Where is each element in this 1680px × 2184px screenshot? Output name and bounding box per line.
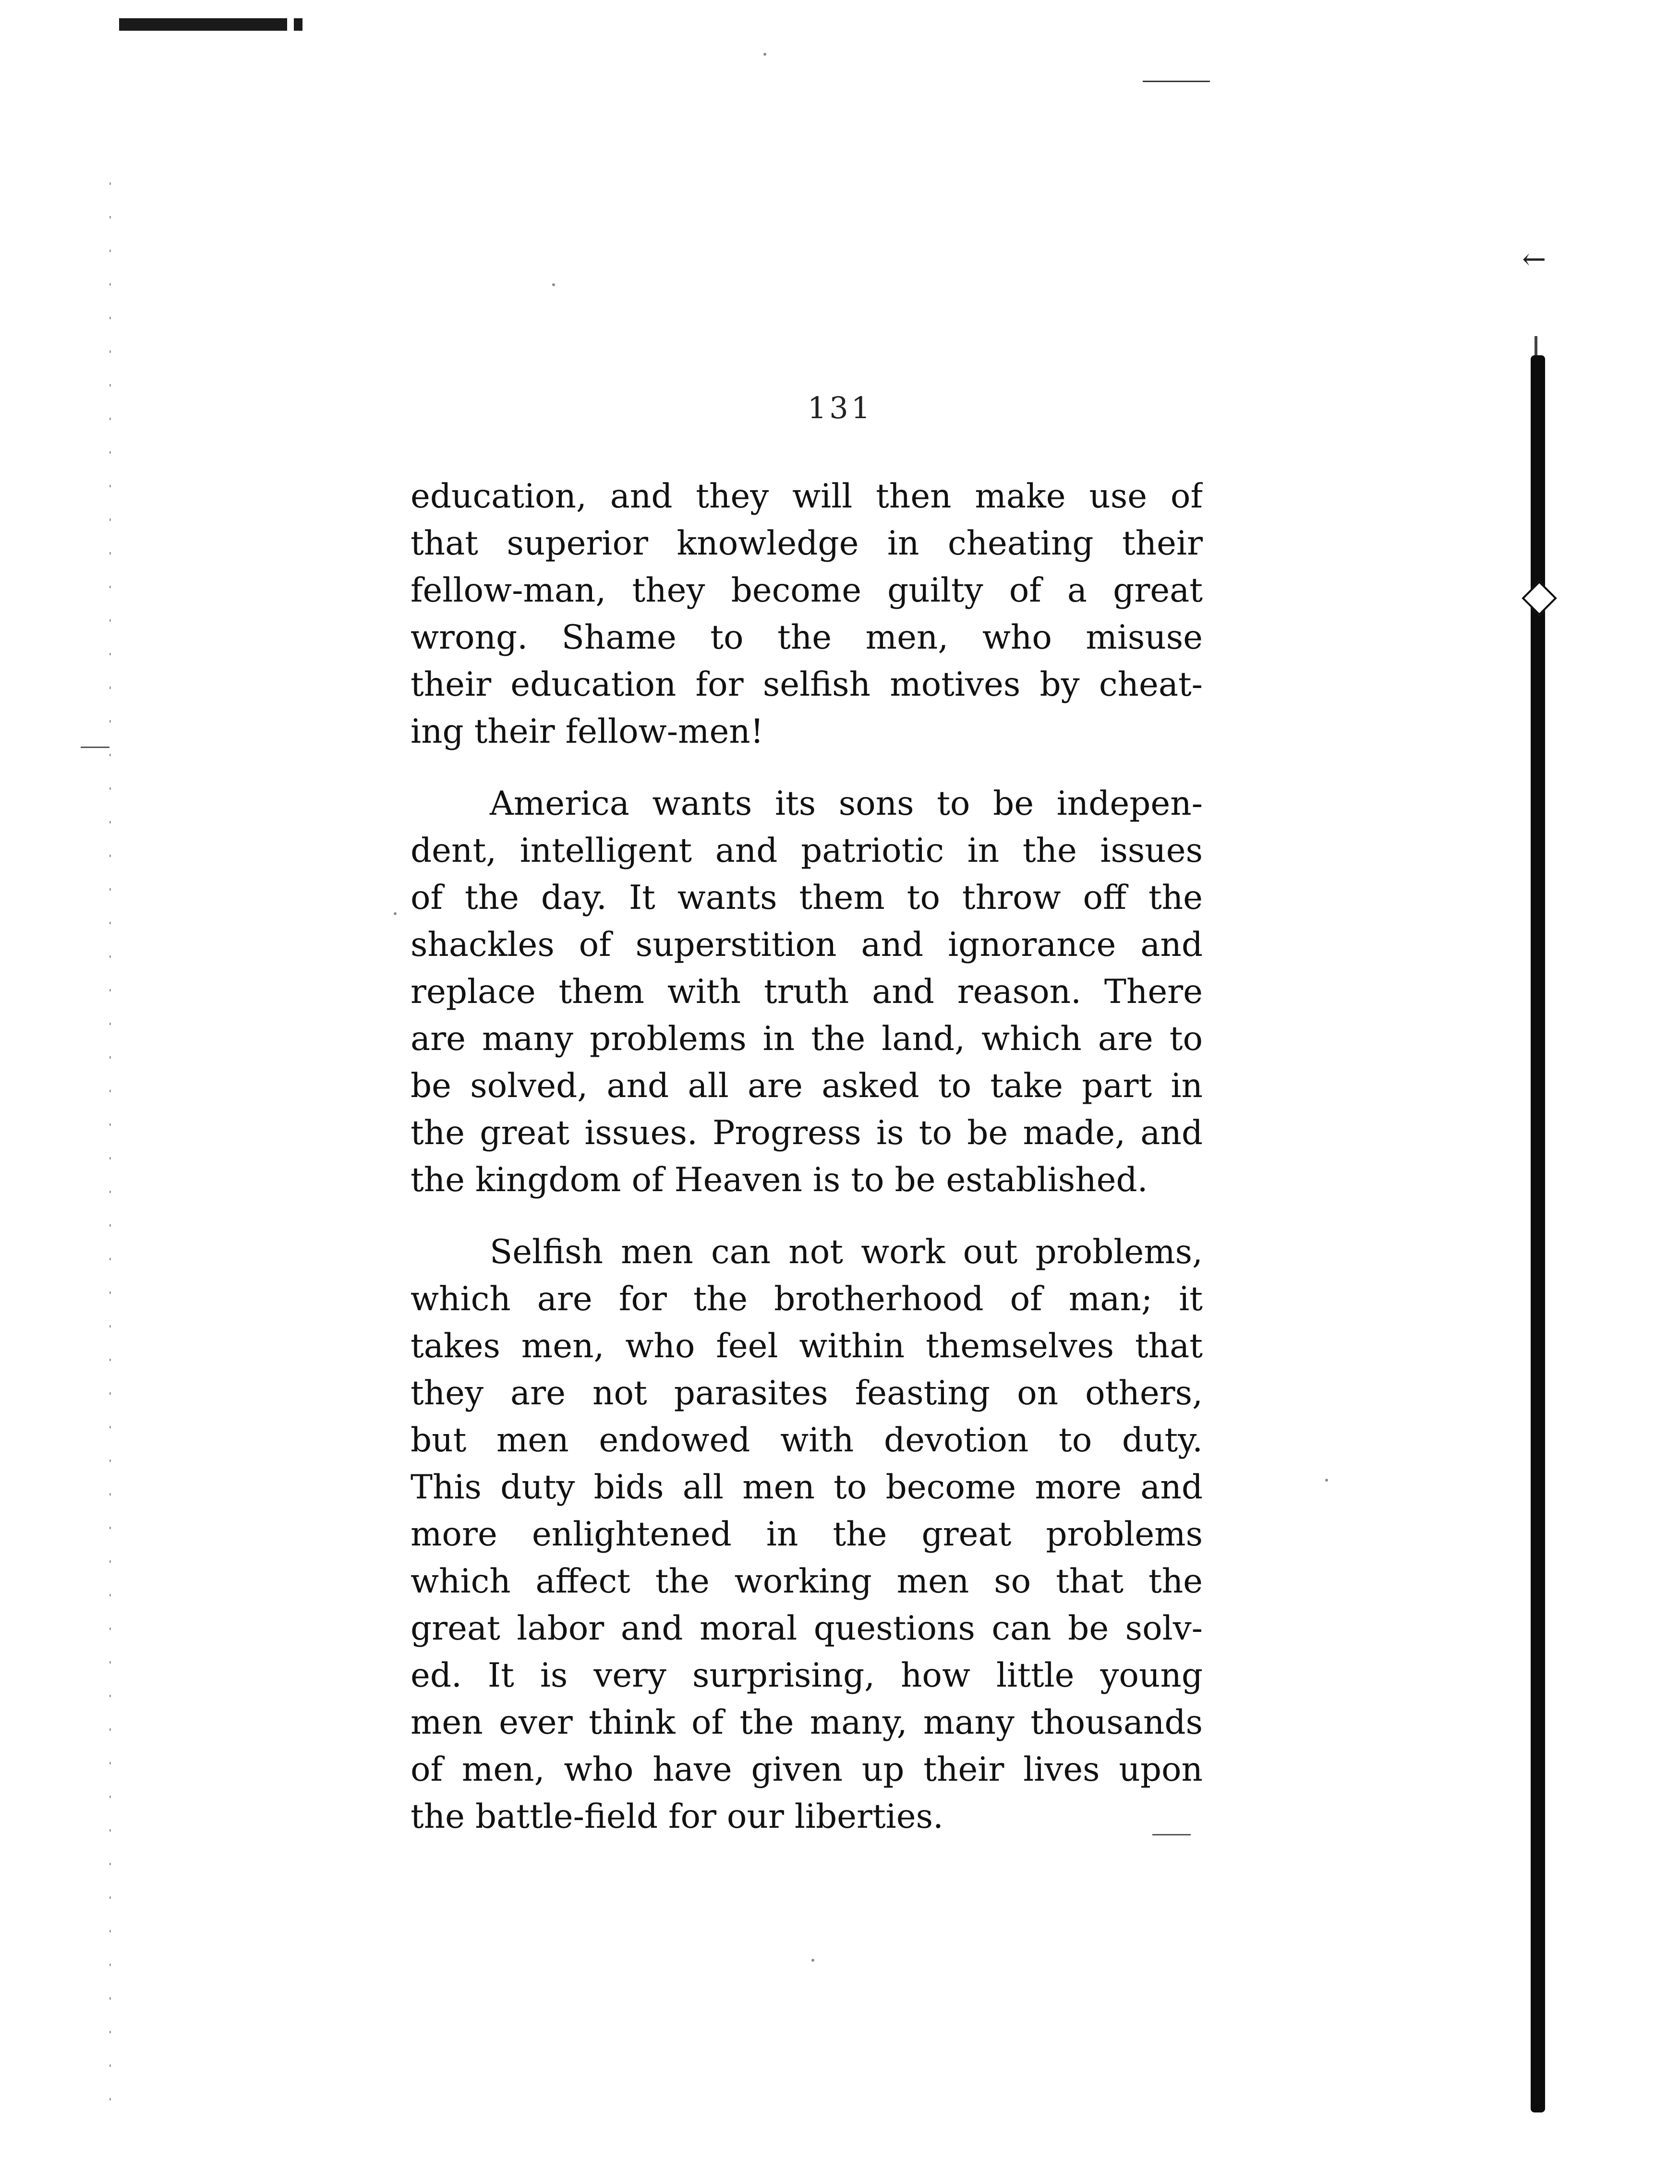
text-line: great labor and moral questions can be solv- (411, 1609, 1203, 1648)
scan-artifact-bar (119, 18, 287, 31)
scan-speck (811, 1959, 814, 1962)
text-line: wrong. Shame to the men, who misuse (411, 618, 1203, 657)
text-line: the kingdom of Heaven is to be established. (411, 1161, 1148, 1199)
text-line: Selfish men can not work out problems, (490, 1233, 1203, 1271)
text-line: but men endowed with devotion to duty. (411, 1421, 1203, 1460)
text-line: which affect the working men so that the (411, 1562, 1203, 1601)
binding-clasp-icon (1522, 580, 1557, 616)
text-line: which are for the brotherhood of man; it (411, 1280, 1203, 1318)
text-line: the battle-field for our liberties. (411, 1798, 943, 1836)
paragraph (411, 473, 1203, 755)
text-line: America wants its sons to be indepen- (490, 784, 1203, 823)
text-line: takes men, who feel within themselves that (411, 1327, 1203, 1365)
text-line: replace them with truth and reason. There (411, 973, 1203, 1011)
text-line: This duty bids all men to become more and (411, 1468, 1203, 1507)
text-line: they are not parasites feasting on others, (411, 1374, 1203, 1412)
text-line: dent, intelligent and patriotic in the issues (411, 832, 1203, 870)
text-line: the great issues. Progress is to be made, and (411, 1114, 1203, 1152)
scan-speck (394, 912, 397, 915)
text-line: ing their fellow-men! (411, 712, 764, 751)
scan-speck (763, 53, 766, 56)
scan-artifact-rule (1143, 81, 1210, 82)
text-line: be solved, and all are asked to take part in (411, 1067, 1203, 1105)
paragraph (411, 780, 1203, 1204)
text-line: their education for selfish motives by cheat- (411, 665, 1203, 704)
text-line: are many problems in the land, which are to (411, 1020, 1203, 1058)
text-line: men ever think of the many, many thousands (411, 1703, 1203, 1742)
paragraph (411, 1229, 1203, 1840)
binding-edge-marks (109, 182, 111, 2103)
scan-speck (1325, 1479, 1328, 1482)
scan-artifact-mark (294, 18, 302, 31)
text-line: shackles of superstition and ignorance and (411, 926, 1203, 964)
text-line: that superior knowledge in cheating their (411, 524, 1203, 563)
binding-rod (1531, 355, 1545, 2112)
text-line: of men, who have given up their lives upon (411, 1750, 1203, 1789)
page-number: 131 (807, 390, 873, 425)
arrow-left-icon: ← (1522, 242, 1547, 276)
body-text (411, 473, 1203, 1865)
scan-dash (81, 747, 109, 748)
text-line: ed. It is very surprising, how little young (411, 1656, 1203, 1695)
text-line: more enlightened in the great problems (411, 1515, 1203, 1554)
text-line: education, and they will then make use of (411, 477, 1203, 516)
scan-speck (552, 283, 555, 286)
text-line: of the day. It wants them to throw off the (411, 879, 1203, 917)
text-line: fellow-man, they become guilty of a great (411, 571, 1203, 610)
